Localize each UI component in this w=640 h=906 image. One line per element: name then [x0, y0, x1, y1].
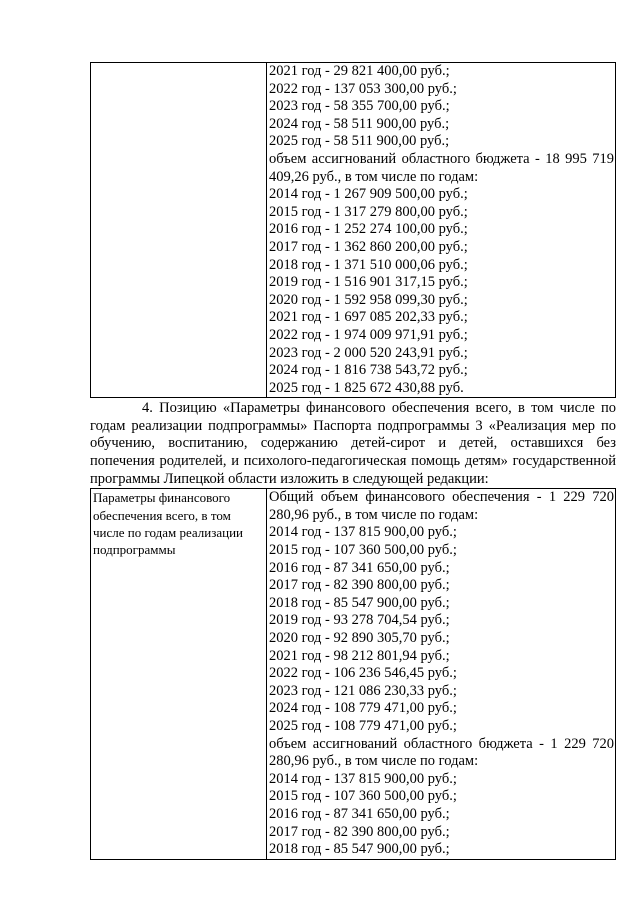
- year-line: 2016 год - 87 341 650,00 руб.;: [269, 559, 450, 576]
- year-line: 2016 год - 1 252 274 100,00 руб.;: [269, 221, 468, 238]
- year-line: 2024 год - 58 511 900,00 руб.;: [269, 115, 450, 132]
- year-line: 2022 год - 106 236 546,45 руб.;: [269, 665, 457, 682]
- year-line: 2024 год - 1 816 738 543,72 руб.;: [269, 362, 468, 379]
- funding-table-subprogram-3: [90, 488, 616, 859]
- year-line: 2025 год - 1 825 672 430,88 руб.: [269, 379, 464, 396]
- table-value-cell: [267, 63, 616, 398]
- year-line: 2023 год - 2 000 520 243,91 руб.;: [269, 344, 468, 361]
- year-line: 2020 год - 1 592 958 099,30 руб.;: [269, 291, 468, 308]
- year-line: 2017 год - 82 390 800,00 руб.;: [269, 577, 450, 594]
- year-line: 2024 год - 108 779 471,00 руб.;: [269, 700, 457, 717]
- year-line: 2023 год - 121 086 230,33 руб.;: [269, 682, 457, 699]
- year-line: 2021 год - 98 212 801,94 руб.;: [269, 647, 450, 664]
- table-row: [91, 63, 616, 398]
- year-line: 2018 год - 85 547 900,00 руб.;: [269, 594, 450, 611]
- year-line: 2015 год - 1 317 279 800,00 руб.;: [269, 203, 468, 220]
- document-page: [90, 62, 616, 860]
- year-line: 2025 год - 58 511 900,00 руб.;: [269, 133, 450, 150]
- year-line: 2020 год - 92 890 305,70 руб.;: [269, 630, 450, 646]
- year-line: 2022 год - 137 053 300,00 руб.;: [269, 80, 457, 97]
- year-line: 2016 год - 87 341 650,00 руб.;: [269, 805, 450, 822]
- year-line: 2019 год - 93 278 704,54 руб.;: [269, 612, 450, 629]
- year-line: 2023 год - 58 355 700,00 руб.;: [269, 98, 450, 115]
- year-line: 2015 год - 107 360 500,00 руб.;: [269, 788, 457, 805]
- year-line: 2021 год - 1 697 085 202,33 руб.;: [269, 309, 468, 326]
- funding-table-continued: [90, 62, 616, 398]
- year-line: 2025 год - 108 779 471,00 руб.;: [269, 717, 457, 734]
- year-line: 2017 год - 1 362 860 200,00 руб.;: [269, 238, 468, 255]
- table-row: [91, 489, 616, 859]
- year-line: 2019 год - 1 516 901 317,15 руб.;: [269, 274, 468, 291]
- year-line: 2015 год - 107 360 500,00 руб.;: [269, 542, 457, 559]
- year-line: 2017 год - 82 390 800,00 руб.;: [269, 823, 450, 840]
- year-line: 2018 год - 1 371 510 000,06 руб.;: [269, 256, 468, 273]
- year-line: 2022 год - 1 974 009 971,91 руб.;: [269, 326, 468, 343]
- year-line: 2018 год - 85 547 900,00 руб.;: [269, 841, 450, 858]
- regional-budget-heading: объем ассигнований областного бюджета - 1 229 720 280,96 руб., в том числе по годам:: [269, 735, 614, 770]
- table-value-cell: [267, 489, 616, 859]
- total-funding-heading: Общий объем финансового обеспечения - 1 229 720 280,96 руб., в том числе по годам:: [269, 489, 614, 523]
- year-line: 2014 год - 137 815 900,00 руб.;: [269, 770, 457, 787]
- amendment-paragraph: 4. Позицию «Параметры финансового обеспечения всего, в том числе по годам реализации подпрограммы» Паспорта подпрограммы 3 «Реализация мер по обучению, воспитанию, содержанию детей-сирот и детей, оставшихся без попечения родителей, и психолого-педагогическая помощь детям» государственной программы Липецкой области изложить в следующей редакции:: [90, 400, 616, 487]
- regional-budget-heading: объем ассигнований областного бюджета - 18 995 719 409,26 руб., в том числе по годам:: [269, 150, 614, 185]
- year-line: 2014 год - 137 815 900,00 руб.;: [269, 524, 457, 541]
- table-label-cell: Параметры финансового обеспечения всего, в том числе по годам реализации подпрограммы: [91, 489, 267, 859]
- year-line: 2021 год - 29 821 400,00 руб.;: [269, 63, 450, 79]
- table-label-cell-empty: [91, 63, 267, 398]
- year-line: 2014 год - 1 267 909 500,00 руб.;: [269, 186, 468, 203]
